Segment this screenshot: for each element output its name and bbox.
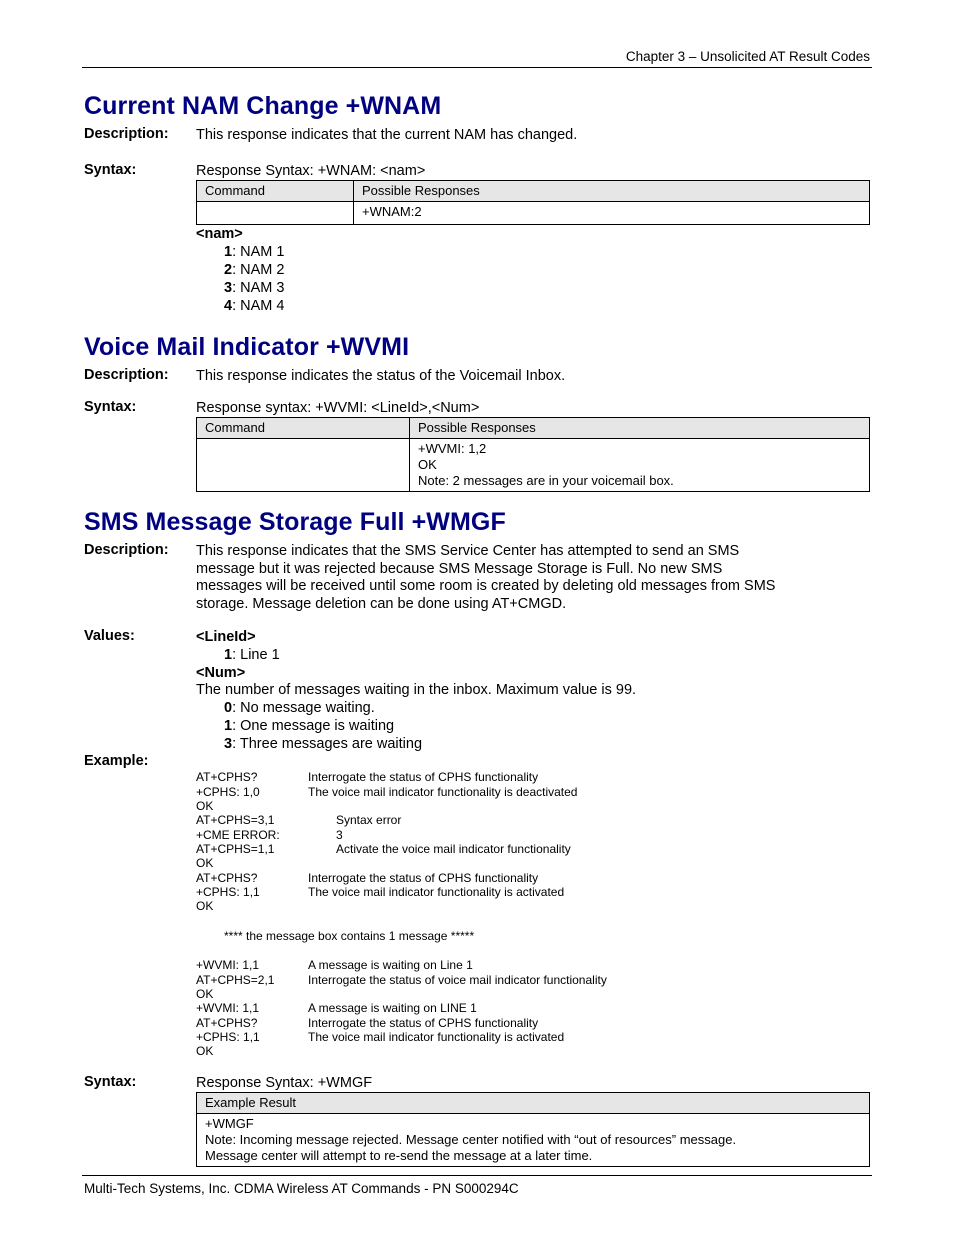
wvmi-description: This response indicates the status of the Voicemail Inbox.	[196, 368, 566, 384]
example-description: A message is waiting on LINE 1	[308, 1001, 477, 1015]
table-header-row	[197, 418, 870, 439]
table-header-example-result: Example Result	[197, 1093, 870, 1114]
example-description: The voice mail indicator functionality is activated	[308, 885, 565, 899]
wnam-description-label: Description:	[84, 126, 169, 142]
table-row	[197, 439, 870, 492]
wmgf-values-label: Values:	[84, 628, 135, 644]
section-title-wnam: Current NAM Change +WNAM	[84, 92, 442, 120]
wnam-param-name: <nam>	[196, 226, 243, 242]
wmgf-description-line: storage. Message deletion can be done using AT+CMGD.	[196, 596, 567, 612]
table-header-command: Command	[197, 418, 410, 439]
table-header-responses: Possible Responses	[354, 181, 870, 202]
footer-rule	[82, 1175, 872, 1176]
example-command: AT+CPHS?	[196, 770, 258, 784]
table-cell-command	[197, 202, 354, 225]
header-rule	[82, 67, 872, 68]
example-command: +CPHS: 1,0	[196, 785, 260, 799]
wmgf-example-label: Example:	[84, 753, 149, 769]
example-description: Activate the voice mail indicator functionality	[336, 842, 571, 856]
list-item: 1: NAM 1	[224, 244, 285, 260]
example-description: Syntax error	[336, 813, 402, 827]
example-description: Interrogate the status of CPHS functionality	[308, 770, 539, 784]
example-description: Interrogate the status of CPHS functionality	[308, 871, 539, 885]
list-item: 1: One message is waiting	[224, 718, 395, 734]
list-item: 4: NAM 4	[224, 298, 285, 314]
table-cell-response: +WNAM:2	[354, 202, 870, 225]
list-item: 0: No message waiting.	[224, 700, 375, 716]
section-title-wmgf: SMS Message Storage Full +WMGF	[84, 508, 506, 536]
running-footer: Multi-Tech Systems, Inc. CDMA Wireless AT Commands - PN S000294C	[84, 1181, 519, 1196]
table-cell-command	[197, 439, 410, 492]
example-note: **** the message box contains 1 message *****	[224, 929, 475, 943]
example-command: AT+CPHS=1,1	[196, 842, 275, 856]
result-note: Note: Incoming message rejected. Message center notified with “out of resources” message.	[205, 1132, 737, 1147]
table-row	[197, 1114, 870, 1167]
example-description: Interrogate the status of CPHS functionality	[308, 1016, 539, 1030]
list-item: 2: NAM 2	[224, 262, 285, 278]
wvmi-syntax-label: Syntax:	[84, 399, 137, 415]
wvmi-syntax: Response syntax: +WVMI: <LineId>,<Num>	[196, 400, 480, 416]
wvmi-response-table	[196, 417, 870, 492]
wmgf-syntax-label: Syntax:	[84, 1074, 137, 1090]
example-description: A message is waiting on Line 1	[308, 958, 473, 972]
wmgf-description-line: messages will be received until some room is created by deleting old messages from SMS	[196, 578, 776, 594]
num-param-description: The number of messages waiting in the inbox. Maximum value is 99.	[196, 682, 637, 698]
wmgf-syntax: Response Syntax: +WMGF	[196, 1075, 373, 1091]
wmgf-description-line: This response indicates that the SMS Service Center has attempted to send an SMS	[196, 543, 740, 559]
result-note: Message center will attempt to re-send the message at a later time.	[205, 1148, 593, 1163]
list-item: 3: NAM 3	[224, 280, 285, 296]
example-description: The voice mail indicator functionality is deactivated	[308, 785, 578, 799]
section-title-wvmi: Voice Mail Indicator +WVMI	[84, 333, 410, 361]
wnam-description: This response indicates that the current NAM has changed.	[196, 127, 578, 143]
response-line: +WVMI: 1,2	[418, 441, 487, 456]
list-item: 1: Line 1	[224, 647, 280, 663]
example-command: +CME ERROR:	[196, 828, 280, 842]
list-item: 3: Three messages are waiting	[224, 736, 423, 752]
example-command: +WVMI: 1,1	[196, 958, 260, 972]
wmgf-description-line: message but it was rejected because SMS Message Storage is Full. No new SMS	[196, 561, 723, 577]
example-command: OK	[196, 1044, 214, 1058]
example-command: OK	[196, 987, 214, 1001]
table-header-responses: Possible Responses	[410, 418, 870, 439]
table-header-row	[197, 181, 870, 202]
example-description: 3	[336, 828, 343, 842]
response-note: Note: 2 messages are in your voicemail box.	[418, 473, 674, 488]
wnam-syntax: Response Syntax: +WNAM: <nam>	[196, 163, 426, 179]
table-header-row	[197, 1093, 870, 1114]
example-command: OK	[196, 899, 214, 913]
wnam-syntax-label: Syntax:	[84, 162, 137, 178]
example-command: +CPHS: 1,1	[196, 885, 260, 899]
num-param-name: <Num>	[196, 665, 246, 681]
table-cell-response	[410, 439, 870, 492]
lineid-param-name: <LineId>	[196, 629, 256, 645]
running-header: Chapter 3 – Unsolicited AT Result Codes	[625, 49, 870, 64]
example-command: OK	[196, 856, 214, 870]
table-header-command: Command	[197, 181, 354, 202]
example-command: AT+CPHS?	[196, 871, 258, 885]
example-command: +WVMI: 1,1	[196, 1001, 260, 1015]
example-description: The voice mail indicator functionality is activated	[308, 1030, 565, 1044]
table-row	[197, 202, 870, 225]
example-command: AT+CPHS=2,1	[196, 973, 275, 987]
table-cell-result	[197, 1114, 870, 1167]
result-line: +WMGF	[205, 1116, 254, 1131]
response-line: OK	[418, 457, 437, 472]
wvmi-description-label: Description:	[84, 367, 169, 383]
example-command: OK	[196, 799, 214, 813]
example-command: +CPHS: 1,1	[196, 1030, 260, 1044]
example-description: Interrogate the status of voice mail indicator functionality	[308, 973, 607, 987]
wmgf-example-result-table	[196, 1092, 870, 1167]
example-command: AT+CPHS?	[196, 1016, 258, 1030]
wmgf-description-label: Description:	[84, 542, 169, 558]
example-command: AT+CPHS=3,1	[196, 813, 275, 827]
wnam-response-table	[196, 180, 870, 225]
